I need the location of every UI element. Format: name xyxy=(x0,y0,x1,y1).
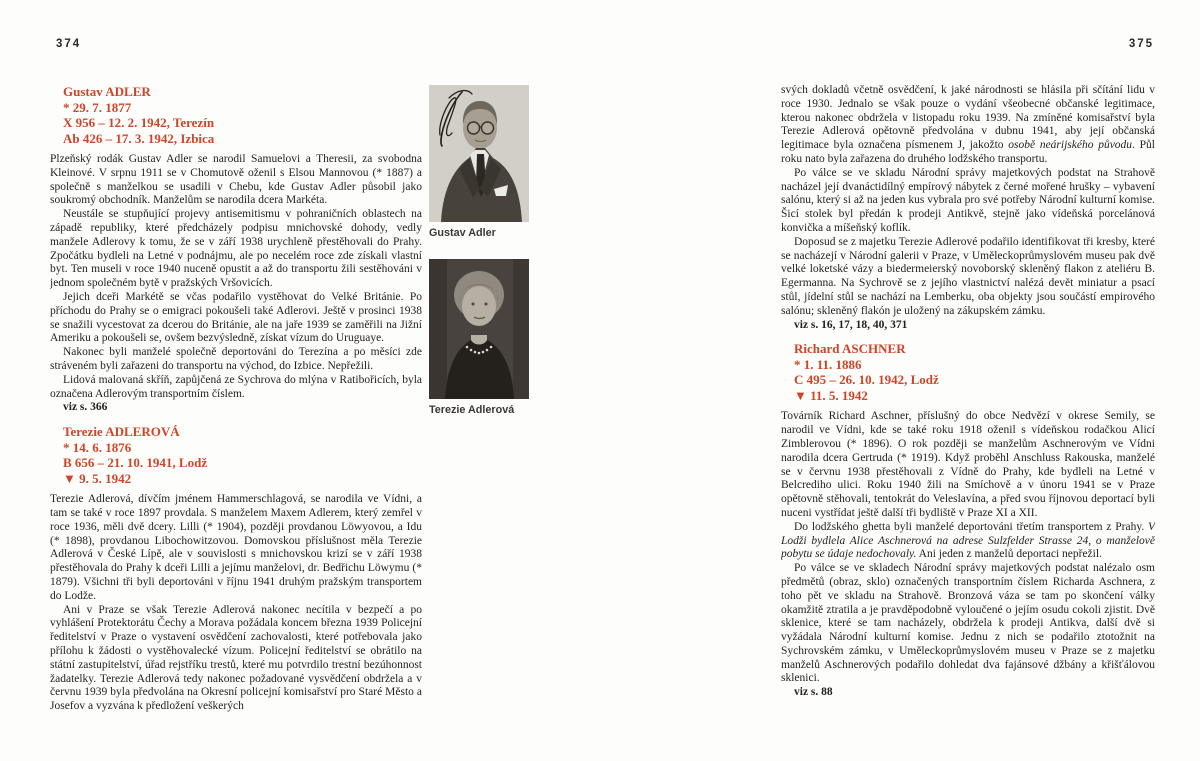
photo-gustav-adler xyxy=(429,85,529,240)
portrait-photo-woman-icon xyxy=(429,259,529,399)
see-page-reference: viz s. 16, 17, 18, 40, 371 xyxy=(794,318,908,331)
body-paragraph xyxy=(781,410,1155,520)
entry-header xyxy=(781,341,1155,403)
text-run: Neustále se stupňující projevy antisemitismu v pohraničních oblastech na západě republiky, které předcházely podpisu mnichovské dohody, vedly manžele Adlerovy k tomu, že se v září 1938 urychleně přestěhovali do Prahy. Zpočátku bydleli na Letné v podnájmu, ale po necelém roce zde získali vlastní byt. Ten museli v roce 1940 nuceně opustit a až do transportu žili sestěhováni v jednom společném bytě v pražských Vršovicích. xyxy=(50,208,422,290)
entry-meta-line: B 656 – 21. 10. 1941, Lodž xyxy=(63,455,208,471)
text-run: svých dokladů včetně osvědčení, k jaké národnosti se hlásila při sčítání lidu v roce 1930. Jednalo se však pouze o vydání všeobecné občanské legitimace, kterou nakonec obdržela v listopadu roku 1939. Na zmíněné komisařství byla Terezie Adlerová opětovně předvolána v dubnu 1941, aby její občanská legitimace byla označena písmenem J, jakožto xyxy=(781,84,1155,152)
page-number-right: 375 xyxy=(1128,38,1154,50)
page-number-left: 374 xyxy=(56,38,82,50)
body-paragraph xyxy=(50,493,422,603)
text-run: . Půl roku nato byla zařazena do druhého lodžského transportu. xyxy=(781,139,1155,165)
photo-terezie-adlerova xyxy=(429,259,529,417)
see-page-reference: viz s. 88 xyxy=(794,686,833,699)
text-run: Ani v Praze se však Terezie Adlerová nakonec necítila v bezpečí a po vyhlášení Protektorátu Čechy a Morava požádala koncem března 1939 Policejní ředitelství v Praze o vystavení osvědčení zachovalosti, které potřebovala jako přílohu k žádosti o vystěhovalecké vízum. Policejní ředitelství se obrátilo na státní zastupitelství, úřad rejstříku trestů, které mu potvrdilo trestní bezúhonnost žadatelky. Terezie Adlerová tedy nakonec požadované vysvědčení obdržela a v červnu 1939 byla předvolána na Okresní policejní komisařství pro Staré Město a Josefov a vyzvána k předložení veškerých xyxy=(50,603,422,713)
entry-header xyxy=(50,84,422,146)
body-paragraph xyxy=(781,562,1155,686)
entry-meta-line: ▼ 11. 5. 1942 xyxy=(794,387,868,403)
entry-meta-line: * 29. 7. 1877 xyxy=(63,99,132,115)
body-paragraph xyxy=(50,604,422,714)
entry-meta-line: * 14. 6. 1876 xyxy=(63,439,132,455)
body-paragraph xyxy=(781,521,1155,562)
body-paragraph xyxy=(50,374,422,402)
entry-meta-line: Ab 426 – 17. 3. 1942, Izbica xyxy=(63,130,215,146)
text-run: Továrník Richard Aschner, příslušný do obce Nedvězí v okrese Semily, se narodil ve Vídni, kde se také roku 1918 oženil s vídeňskou rodačkou Alicí Zimblerovou (* 1896). O rok později se manželům Aschnerovým ve Vídni narodila dcera Gertruda (* 1919). Když proběhl Anschluss Rakouska, manželé se v červnu 1938 přestěhovali z Vídně do Prahy, kde bydleli na Letné v Belcrediho ulici. Roku 1940 žili na Smíchově a v únoru 1941 se v Praze opětovně stěhovali, tentokrát do Veleslavína, a před svou říjnovou deportací byli nuceni vystřídat ještě další tři bydliště v Praze XI a XII. xyxy=(781,410,1155,519)
entry-name: Gustav ADLER xyxy=(63,84,151,99)
portrait-photo-man-icon xyxy=(429,85,529,222)
text-run: Terezie Adlerová, dívčím jménem Hammerschlagová, se narodila ve Vídni, a tam se také v roce 1897 provdala. S manželem Maxem Adlerem, který zemřel v roce 1936, měli dvě dcery. Lilli (* 1904), později provdanou Löwyovou, a Idu (* 1898), provdanou Libochowitzovou. Domovskou příslušnost měla Terezie Adlerová v České Lípě, ale v souvislosti s mnichovskou krizí se v září 1938 přestěhovala do Prahy k dceři Lilli a jejímu manželovi, dr. Bedřichu Löwymu (* 1879). Všichni tři byli deportováni v říjnu 1941 druhým pražským transportem do Lodže. xyxy=(50,493,422,602)
text-run: Do lodžského ghetta byli manželé deportováni třetím transportem z Prahy. xyxy=(794,520,1148,533)
photo-caption-terezie-adlerova: Terezie Adlerová xyxy=(429,404,515,416)
entry-meta-line: X 956 – 12. 2. 1942, Terezín xyxy=(63,115,215,130)
entry-name: Richard ASCHNER xyxy=(794,341,906,357)
see-page-reference: viz s. 366 xyxy=(63,401,108,414)
left-text-column xyxy=(50,84,422,754)
body-paragraph xyxy=(781,84,1155,167)
right-text-column xyxy=(781,84,1155,754)
text-run: Plzeňský rodák Gustav Adler se narodil Samuelovi a Theresii, za svobodna Kleinové. V srpnu 1911 se v Chomutově oženil s Elsou Mannovou (* 1887) a společně s manželkou se usadili v Chebu, kde Gustav Adler působil jako soukromý obchodník. Manželům se narodila dcera Markéta. xyxy=(50,153,422,207)
entry-meta-line: ▼ 9. 5. 1942 xyxy=(63,470,132,486)
text-run: Po válce se ve skladech Národní správy majetkových podstat nalézalo osm předmětů (obraz, sklo) označených transportním číslem Richarda Aschnera, z toho pět ve skladu na Strahově. Bronzová váza se tam po skončení války okamžitě ztratila a je pravděpodobně vyloučené o jejím osudu cokoli zjistit. Dvě sklenice, které se tam nacházely, obdržela k prodeji Antikva, další dvě si vyžádala Národní kulturní komise. Jednu z nich se podařilo ztotožnit na Sychrovském zámku, v Uměleckoprůmyslovém museu v Praze se z majetku manželů Aschnerových podařilo dohledat dva fajánsové džbány a křišťálovou sklenici. xyxy=(781,562,1155,685)
text-run: Lidová malovaná skříň, zapůjčená ze Sychrova do mlýna v Ratibořicích, byla označena Adlerovým transportním číslem. xyxy=(50,373,422,400)
text-run: Ani jeden z manželů deportaci nepřežil. xyxy=(916,548,1102,561)
text-run: Po válce se ve skladu Národní správy majetkových podstat na Strahově nacházel její dvanáctidílný empírový nábytek z černé mořené hrušky – vybavení salónu, který si až na jeden kus vybrala pro své potřeby Národní kulturní komise. Šicí stolek byl předán k prodeji Antikvě, stejně jako vídeňská porcelánová konvička a míšeňský koflík. xyxy=(781,166,1155,234)
text-run: Nakonec byli manželé společně deportováni do Terezína a po měsíci zde stráveném byli zařazeni do transportu na východ, do Izbice. Nepřežili. xyxy=(50,346,422,372)
photo-caption-gustav-adler: Gustav Adler xyxy=(429,227,496,239)
entry-header xyxy=(50,424,422,486)
entry-meta-line: C 495 – 26. 10. 1942, Lodž xyxy=(794,372,939,388)
text-run: Jejich dceři Markétě se včas podařilo vystěhovat do Velké Británie. Po příchodu do Prahy se o emigraci pokoušeli také Adlerovi. Ještě v prosinci 1938 se snažili vycestovat za dcerou do Británie, ale na jaře 1939 se zaměřili na Jižní Ameriku a pokoušeli se, ovšem bezvýsledně, získat vízum do Uruguaye. xyxy=(50,290,422,345)
body-paragraph xyxy=(781,236,1155,319)
text-run: Doposud se z majetku Terezie Adlerové podařilo identifikovat tři kresby, které se nacházejí v Národní galerii v Praze, v Uměleckoprůmyslovém museu pak dvě velké loketské vázy a biedermeierský novoborský skleněný flakon z ateliéru B. Egermanna. Na Sychrově se z jejího vlastnictví nalézá devět miniatur a psací stůl, jídelní stůl se nachází na Lemberku, oba objekty jsou součástí empirového salónu; skleněný flakón je uložený na zákupském zámku. xyxy=(781,235,1155,317)
italic-text: V Lodži bydlela Alice Aschnerová na adrese Sulzfelder Strasse 24, o manželově pobytu se údaje nedochovaly. xyxy=(781,520,1155,561)
body-paragraph xyxy=(50,291,422,346)
entry-name: Terezie ADLEROVÁ xyxy=(63,424,180,440)
italic-text: osobě neárijského původu xyxy=(1008,139,1133,152)
entry-meta-line: * 1. 11. 1886 xyxy=(794,356,862,372)
body-paragraph xyxy=(50,346,422,374)
body-paragraph xyxy=(781,167,1155,236)
photo-column xyxy=(429,85,529,417)
body-paragraph xyxy=(50,208,422,291)
body-paragraph xyxy=(50,153,422,208)
